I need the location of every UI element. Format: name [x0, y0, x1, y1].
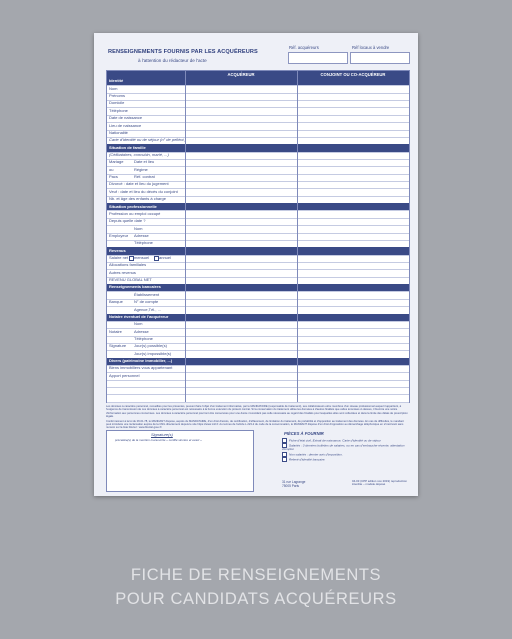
row-sublabel: Agence,Tél., ... — [134, 306, 161, 312]
label-column-header — [107, 71, 185, 78]
row-label: Pacs — [109, 174, 118, 180]
row-label: Nom — [109, 85, 118, 91]
row-label: Notaire éventuel de l'acquéreur — [109, 313, 169, 319]
row-sublabel: Réf. contrat — [134, 174, 155, 180]
column-divider — [185, 71, 186, 402]
piece-label: Salariés : 3 derniers bulletins de salaires, ou en cas d'embauche récente, attestation d'emploi. — [282, 443, 405, 451]
row-label: Revenus — [109, 247, 126, 253]
row-label: Depuis quelle date ? — [109, 218, 146, 224]
publisher-address — [282, 480, 305, 488]
row-label: Notaire — [109, 328, 122, 334]
row-label: Apport personnel — [109, 372, 140, 378]
ref-locaux-label: Réf locaux à vendre — [352, 45, 390, 50]
row-label: Employeur — [109, 232, 129, 238]
row-label: Prénoms — [109, 93, 126, 99]
legal-note: Conformément à la loi du 06.01.78, le MANDANT dispose, auprès du MANDATAIRE, d'un droit d'accès, de rectification, d'effacement, de limitation du traitement, de portabilité et d'opposition au traitement des données. En cas de difficultés, le mandant peut introduire une réclamation auprès de la CNIL directement depuis le site https://www.cnil.fr. Au termes de l'article L.223-2 du code de la consommation, le MANDANT dispose d'un droit d'opposition au démarchage téléphonique en s'inscrivant sans numéro sur la liste bloctel : www.bloctel.gouv.fr — [106, 419, 404, 430]
publisher-street: 31 rue Lagrange — [282, 480, 306, 484]
row-label: Divorcé : date et lieu du jugement — [109, 181, 169, 187]
row-label: Signature — [109, 343, 127, 349]
row-label: Téléphone — [109, 107, 128, 113]
caption-line-1: FICHE DE RENSEIGNEMENTS — [130, 566, 382, 584]
publisher-ref: 04-03 (CPP édition nov 2019) reproduction interdite – modèle déposé — [352, 479, 407, 487]
row-label: Salaire net — [109, 255, 129, 261]
publisher-city: 75005 Paris — [282, 484, 300, 488]
row-label: Lieu de naissance — [109, 122, 142, 128]
checkbox[interactable] — [282, 457, 287, 462]
row-label: Profession ou emploi occupé — [109, 210, 161, 216]
table-row[interactable] — [107, 394, 409, 402]
piece-label: Fiche d'état civil, Extrait de naissance, Carte d'identité ou de séjour — [289, 438, 381, 443]
row-sublabel: N° de compte — [134, 299, 159, 305]
row-label: Situation de famille — [109, 144, 146, 150]
row-label: Situation professionnelle — [109, 203, 157, 209]
piece-item — [282, 443, 412, 452]
row-label: Renseignements bancaires — [109, 284, 161, 290]
row-label: REVENU GLOBAL NET — [109, 277, 152, 283]
acquereur-column-header: ACQUÉREUR — [185, 71, 297, 78]
row-label: Carte d'identité ou de séjour (n° de pelléot.) — [109, 137, 187, 143]
row-sublabel: Nom — [134, 225, 143, 231]
row-sublabel: Adresse — [134, 328, 149, 334]
row-sublabel: Téléphone — [134, 240, 153, 246]
signature-subtitle: précédée(s) de la mention manuscrite « certifié sincère et exact » — [115, 438, 202, 442]
row-label: ou — [109, 166, 114, 172]
legal-notes — [106, 405, 408, 431]
row-sublabel: Régime — [134, 166, 148, 172]
row-sublabel: Adresse — [134, 232, 149, 238]
row-label: Date de naissance — [109, 115, 143, 121]
row-sublabel: Téléphone — [134, 335, 153, 341]
signature-box[interactable] — [106, 430, 254, 492]
row-sublabel: annuel — [159, 255, 172, 261]
row-label: Nb. et âge des enfants à charge — [109, 196, 166, 202]
row-sublabel: Établissement — [134, 291, 160, 297]
info-table — [106, 70, 410, 403]
row-label: Domicile — [109, 100, 125, 106]
pieces-title: PIÈCES À FOURNIR — [284, 431, 324, 436]
ref-acquereurs-label: Réf. acquéreurs — [289, 45, 319, 50]
row-label: (Célibataires, concubin, marié, ...) — [109, 151, 169, 157]
piece-label: Non salariés : dernier avis d'imposition. — [289, 452, 343, 457]
row-sublabel: Nom — [134, 321, 143, 327]
caption-line-2: POUR CANDIDATS ACQUÉREURS — [115, 590, 397, 608]
column-divider — [297, 71, 298, 402]
form-document — [94, 33, 418, 496]
row-label: Nationalité — [109, 129, 128, 135]
row-label: Mariage — [109, 159, 124, 165]
row-label: Biens immobiliers vous appartenant — [109, 365, 173, 371]
form-subtitle: à l'attention du rédacteur de l'acte — [138, 58, 207, 63]
row-sublabel: mensuel — [134, 255, 150, 261]
row-sublabel: Date et lieu — [134, 159, 155, 165]
legal-note: Les données à caractère personnel, recueillies pour les présentes, peuvent faire l'objet d'un traitement informatisé, par le MANDATAIRE (responsable de traitement), ses collaborateurs et/ou membres d'un réseau professionnel auquel il appartient, à l'exigence de transmission de ces données à caractère personnel est nécessaire à la bonne exécution du présent contrat. Si la conservation du traitement utilise les données à d'autres finalités que celles énoncées ci-dessus, il fournira une notice d'information aux personnes concernées. Les données à caractère personnel pourront être conservées pour une durée n'excédant pas celle nécessaire au regard des finalités pour lesquelles elles sont collectées et dans la limite des délais de prescription légale. — [106, 405, 408, 419]
row-label: Allocations familiales — [109, 262, 147, 268]
row-label: Divers (patrimoine immobilier, ...) — [109, 358, 173, 364]
form-title: RENSEIGNEMENTS FOURNIS PAR LES ACQUÉREURS — [108, 49, 258, 55]
row-sublabel: Jour(s) possible(s) — [134, 343, 167, 349]
row-sublabel: Jour(s) impossible(s) — [134, 350, 172, 356]
row-label: Autres revenus — [109, 269, 136, 275]
ref-acquereurs-field[interactable] — [288, 52, 348, 64]
signature-title: Signature(s) — [151, 432, 173, 437]
piece-label: Relevé d'identité bancaire. — [289, 457, 326, 462]
row-label: Veuf : date et lieu du décès du conjoint — [109, 188, 178, 194]
piece-item — [282, 457, 412, 462]
ref-locaux-field[interactable] — [350, 52, 410, 64]
row-label: Identité — [109, 78, 124, 84]
conjoint-column-header: CONJOINT OU CO-ACQUÉREUR — [297, 71, 409, 78]
row-label: Banque — [109, 299, 123, 305]
